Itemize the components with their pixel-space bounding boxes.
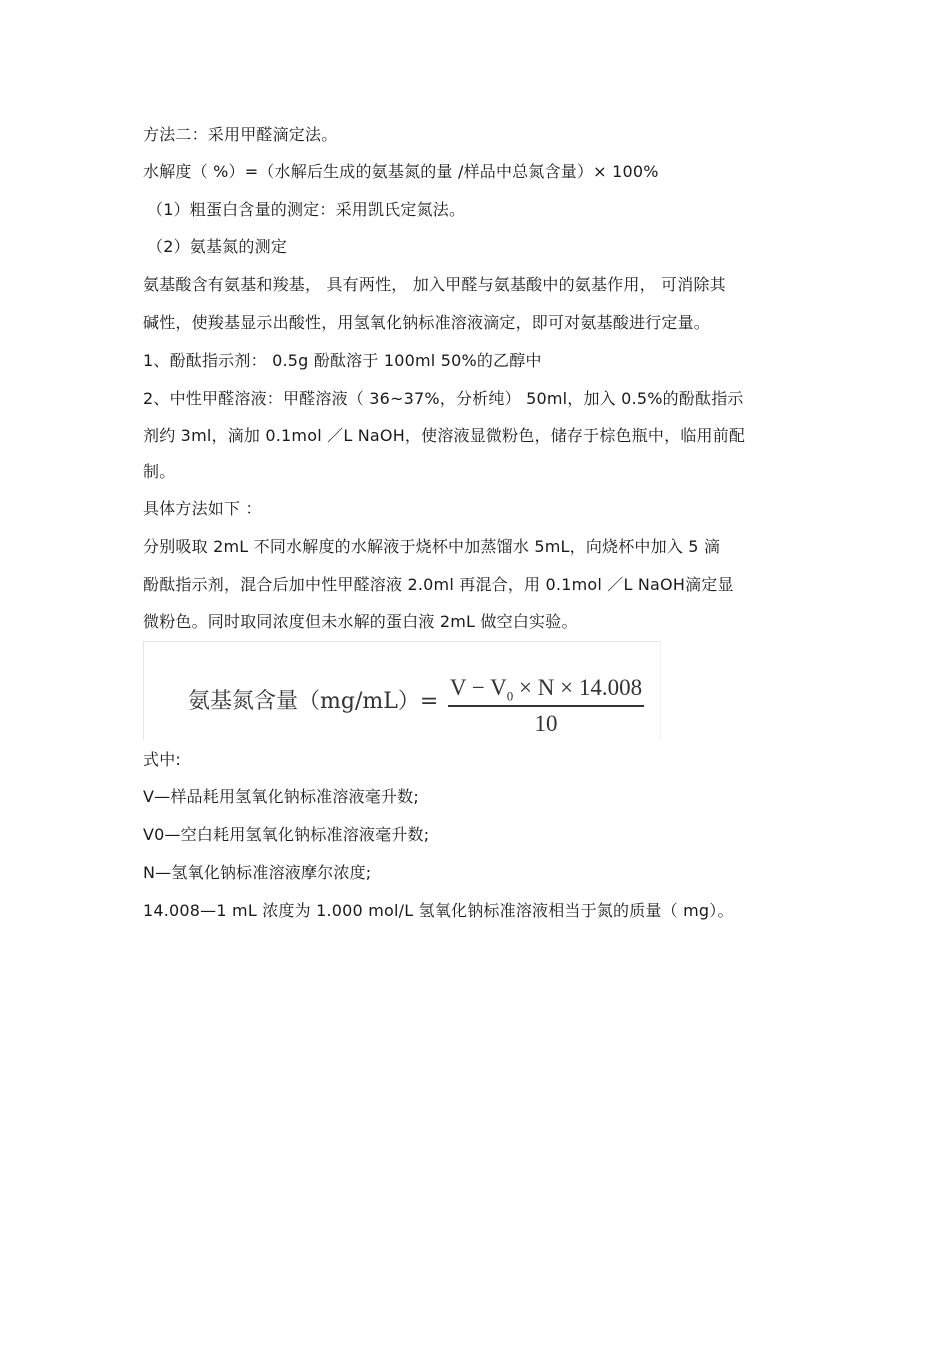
reagent-item-2-cont: 剂约 3ml，滴加 0.1mol ／L NaOH，使溶液显微粉色，储存于棕色瓶中，临用前配	[143, 426, 746, 445]
paragraph-line: 碱性，使羧基显示出酸性，用氢氧化钠标准溶液滴定，即可对氨基酸进行定量。	[143, 313, 711, 332]
formula-numerator: $V - V_0 \times N \times 14.008$	[449, 675, 643, 704]
procedure-line: 酚酞指示剂，混合后加中性甲醛溶液 2.0ml 再混合，用 0.1mol ／L NaOH滴定显	[143, 575, 734, 594]
procedure-line: 微粉色。同时取同浓度但未水解的蛋白液 2mL 做空白实验。	[143, 612, 578, 631]
note-v: V—样品耗用氢氧化钠标准溶液毫升数;	[143, 787, 419, 806]
note-constant: 14.008—1 mL 浓度为 1.000 mol/L 氢氧化钠标准溶液相当于氮的质量（ mg）。	[143, 901, 734, 920]
formula-fraction	[448, 672, 644, 738]
note-v0: V0—空白耗用氢氧化钠标准溶液毫升数;	[143, 825, 430, 844]
method-heading: 方法二：采用甲醛滴定法。	[143, 125, 338, 144]
amino-nitrogen-item: （2）氨基氮的测定	[147, 237, 287, 256]
reagent-item-2: 2、中性甲醛溶液：甲醛溶液（ 36~37%，分析纯） 50ml，加入 0.5%的酚酞指示	[143, 389, 744, 408]
reagent-item-2-end: 制。	[143, 462, 176, 481]
notes-heading: 式中:	[143, 750, 181, 769]
formula-image	[143, 641, 661, 740]
fraction-bar	[448, 705, 644, 707]
formula-denominator: 10	[534, 711, 558, 736]
procedure-line: 分别吸取 2mL 不同水解度的水解液于烧杯中加蒸馏水 5mL，向烧杯中加入 5 滴	[143, 537, 721, 556]
paragraph-line: 氨基酸含有氨基和羧基， 具有两性， 加入甲醛与氨基酸中的氨基作用， 可消除其	[143, 275, 726, 294]
crude-protein-item: （1）粗蛋白含量的测定：采用凯氏定氮法。	[147, 200, 466, 219]
hydrolysis-degree-formula: 水解度（ %）=（水解后生成的氨基氮的量 /样品中总氮含量）× 100%	[143, 162, 659, 181]
note-n: N—氢氧化钠标准溶液摩尔浓度;	[143, 863, 372, 882]
reagent-item-1: 1、酚酞指示剂： 0.5g 酚酞溶于 100ml 50%的乙醇中	[143, 351, 542, 370]
formula-lhs: 氨基氮含量（mg/mL）=	[188, 689, 439, 714]
procedure-heading: 具体方法如下 ：	[143, 499, 262, 518]
